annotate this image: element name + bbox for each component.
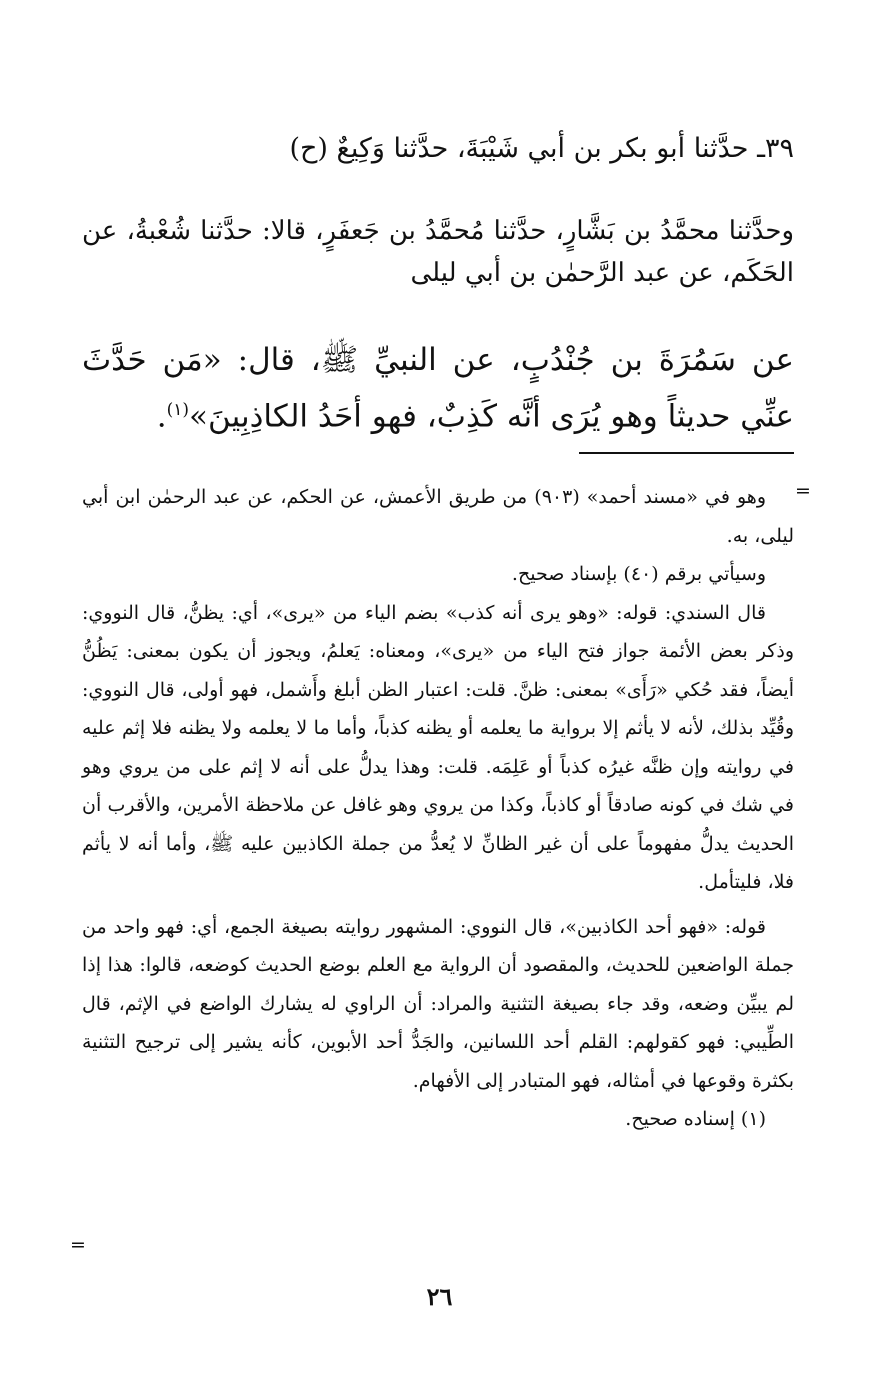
footnote-continuation: وهو في «مسند أحمد» (٩٠٣) من طريق الأعمش، عن الحكم، عن عبد الرحمٰن ابن أبي ليلى، به. bbox=[82, 486, 794, 547]
isnad-paragraph: وحدَّثنا محمَّدُ بن بَشَّارٍ، حدَّثنا مُحمَّدُ بن جَعفَرٍ، قالا: حدَّثنا شُعْبةُ، عن الحَكَم، عن عبد الرَّحمٰن بن أبي ليلى bbox=[82, 216, 794, 288]
footnote-ref: (١) bbox=[166, 400, 190, 420]
hadith-period: . bbox=[156, 398, 167, 435]
book-page bbox=[82, 0, 794, 1388]
isnad-line-1: ٣٩ـ حدَّثنا أبو بكر بن أبي شَيْبَةَ، حدَّثنا وَكِيعٌ (ح) bbox=[289, 133, 794, 164]
page-number: ٢٦ bbox=[426, 1282, 453, 1311]
footnote-cross-reference: وسيأتي برقم (٤٠) بإسناد صحيح. bbox=[511, 563, 766, 585]
footnotes bbox=[82, 478, 794, 1139]
footnote-sindi-commentary: قال السندي: قوله: «وهو يرى أنه كذب» بضم الياء من «يرى»، أي: يظنُّ، قال النووي: وذكر بعض الأئمة جواز فتح الياء من «يرى»، ومعناه: يَعلمُ، ويجوز أن يكون بمعنى: يَظُنُّ أيضاً، فقد حُكي «رَأَى» بمعنى: ظنَّ. قلت: اعتبار الظن أبلغ وأَشمل، فهو أولى، قال النووي: وقُيِّد بذلك، لأنه لا يأثم إلا برواية ما يعلمه أو يظنه كذباً، وأما ما لا يعلمه ولا يظنه فلا إثم عليه في روايته وإن ظنَّه غيرُه كذباً أو عَلِمَه. قلت: وهذا يدلُّ على أنه لا إثم على من يروي وهو في شك في كونه صادقاً أو كاذباً، وكذا من يروي وهو غافل عن ملاحظة الأمرين، والأقرب أن الحديث يدلُّ مفهوماً على أن غير الظانِّ لا يُعدُّ من جملة الكاذبين عليه ﷺ، وأما أنه لا يأثم فلا، فليتأمل. bbox=[82, 601, 794, 893]
hadith-body: عن سَمُرَةَ بن جُنْدُبٍ، عن النبيِّ ﷺ، قال: «مَن حَدَّثَ عنِّي حديثاً وهو يُرَى أنَّه كَذِبٌ، فهو أحَدُ الكاذِبِينَ» bbox=[82, 342, 794, 435]
footnote-nawawi-commentary: قوله: «فهو أحد الكاذبين»، قال النووي: المشهور روايته بصيغة الجمع، أي: فهو واحد من جملة الواضعين للحديث، والمقصود أن الرواية مع العلم بوضع الحديث كوضعه، قالوا: هذا إذا لم يبيِّن وضعه، وقد جاء بصيغة التثنية والمراد: أن الراوي له يشارك الواضع في الإثم، قال الطِّيبي: فهو كقولهم: القلم أحد اللسانين، والجَدُّ أحد الأبوين، كأنه يشير إلى ترجيح التثنية بكثرة وقوعها في أمثاله، فهو المتبادر إلى الأفهام. bbox=[82, 915, 794, 1092]
continues-next-marker: = bbox=[70, 1234, 86, 1256]
hadith-text bbox=[82, 335, 794, 441]
hadith-number-chain bbox=[82, 130, 794, 168]
footnote-isnad-grade: (١) إسناده صحيح. bbox=[625, 1108, 766, 1130]
continued-from-marker: = bbox=[795, 480, 811, 502]
footnote-divider bbox=[579, 452, 794, 454]
